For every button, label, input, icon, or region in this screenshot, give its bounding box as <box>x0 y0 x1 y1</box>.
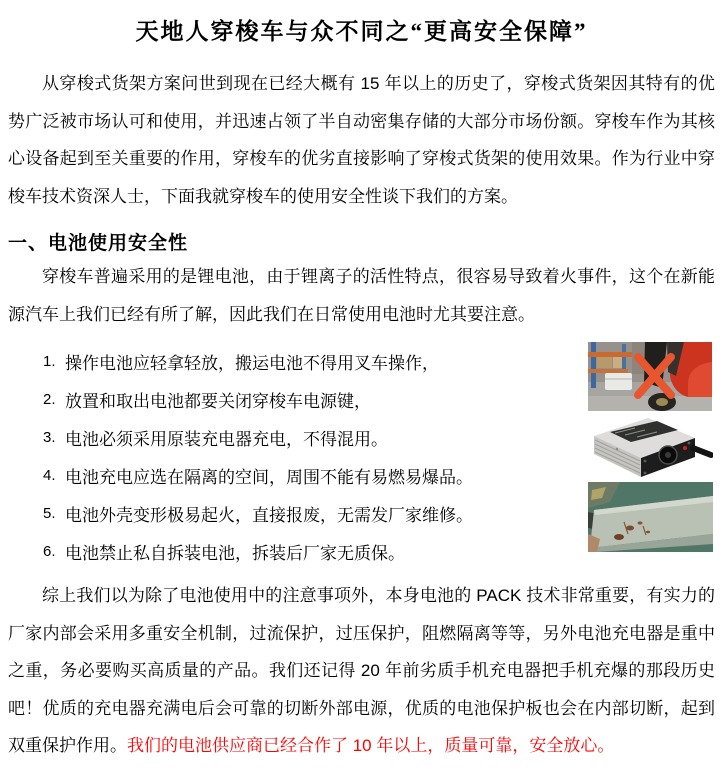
list-item-text: 放置和取出电池都要关闭穿梭车电源键， <box>65 391 371 411</box>
list-item <box>8 456 577 494</box>
document-page <box>0 13 723 765</box>
list-number: 1. <box>43 352 56 370</box>
list-number: 3. <box>43 428 56 446</box>
summary-text-black: 综上我们以为除了电池使用中的注意事项外，本身电池的 PACK 技术非常重要，有实力的厂家内部会采用多重安全机制，过流保护，过压保护，阻燃隔离等等，另外电池充电器是重中之重，务必要购买高质量的产品。我们还记得 20 年前劣质手机充电器把手机充爆的那段历史吧！优质的充电器充满电后会可靠的切断外部电源，优质的电池保护板也会在内部切断，起到双重保护作用。 <box>8 586 715 755</box>
list-item-text: 电池必须采用原装充电器充电，不得混用。 <box>65 429 388 449</box>
list-number: 5. <box>43 504 56 522</box>
deformed-battery-shell-image <box>588 482 713 552</box>
battery-rules-list <box>8 342 577 570</box>
battery-charger-photo <box>577 411 715 482</box>
list-number: 6. <box>43 542 56 560</box>
figures-column <box>577 342 715 570</box>
list-item-text: 电池禁止私自拆装电池，拆装后厂家无质保。 <box>65 543 405 563</box>
list-item-text: 电池外壳变形极易起火，直接报废，无需发厂家维修。 <box>65 505 473 525</box>
forklift-forbidden-photo <box>588 342 715 411</box>
forklift-forbidden-image <box>588 342 712 411</box>
list-item <box>8 418 577 456</box>
page-title: 天地人穿梭车与众不同之“更高安全保障” <box>135 19 588 44</box>
intro-paragraph: 从穿梭式货架方案问世到现在已经大概有 15 年以上的历史了，穿梭式货架因其特有的优势广泛被市场认可和使用，并迅速占领了半自动密集存储的大部分市场份额。穿梭车作为其核心设备起到至关重要的作用，穿梭车的优劣直接影响了穿梭式货架的使用效果。作为行业中穿梭车技术资深人士，下面我就穿梭车的使用安全性谈下我们的方案。 <box>8 74 715 206</box>
list-number: 2. <box>43 390 56 408</box>
battery-lead-paragraph: 穿梭车普遍采用的是锂电池，由于锂离子的活性特点，很容易导致着火事件，这个在新能源汽车上我们已经有所了解，因此我们在日常使用电池时尤其要注意。 <box>8 267 715 324</box>
summary-paragraph <box>8 577 715 765</box>
list-item <box>8 380 577 418</box>
section-heading-battery-safety: 一、电池使用安全性 <box>8 233 189 254</box>
list-item-text: 电池充电应选在隔离的空间，周围不能有易燃易爆品。 <box>65 467 473 487</box>
list-item <box>8 532 577 570</box>
list-item <box>8 494 577 532</box>
deformed-battery-shell-photo <box>588 482 715 552</box>
list-item <box>8 342 577 380</box>
list-item-text: 操作电池应轻拿轻放，搬运电池不得用叉车操作， <box>65 353 439 373</box>
summary-text-red: 我们的电池供应商已经合作了 10 年以上，质量可靠，安全放心。 <box>127 736 615 755</box>
battery-charger-image <box>577 411 713 482</box>
list-number: 4. <box>43 466 56 484</box>
list-and-figures-row <box>8 342 715 570</box>
